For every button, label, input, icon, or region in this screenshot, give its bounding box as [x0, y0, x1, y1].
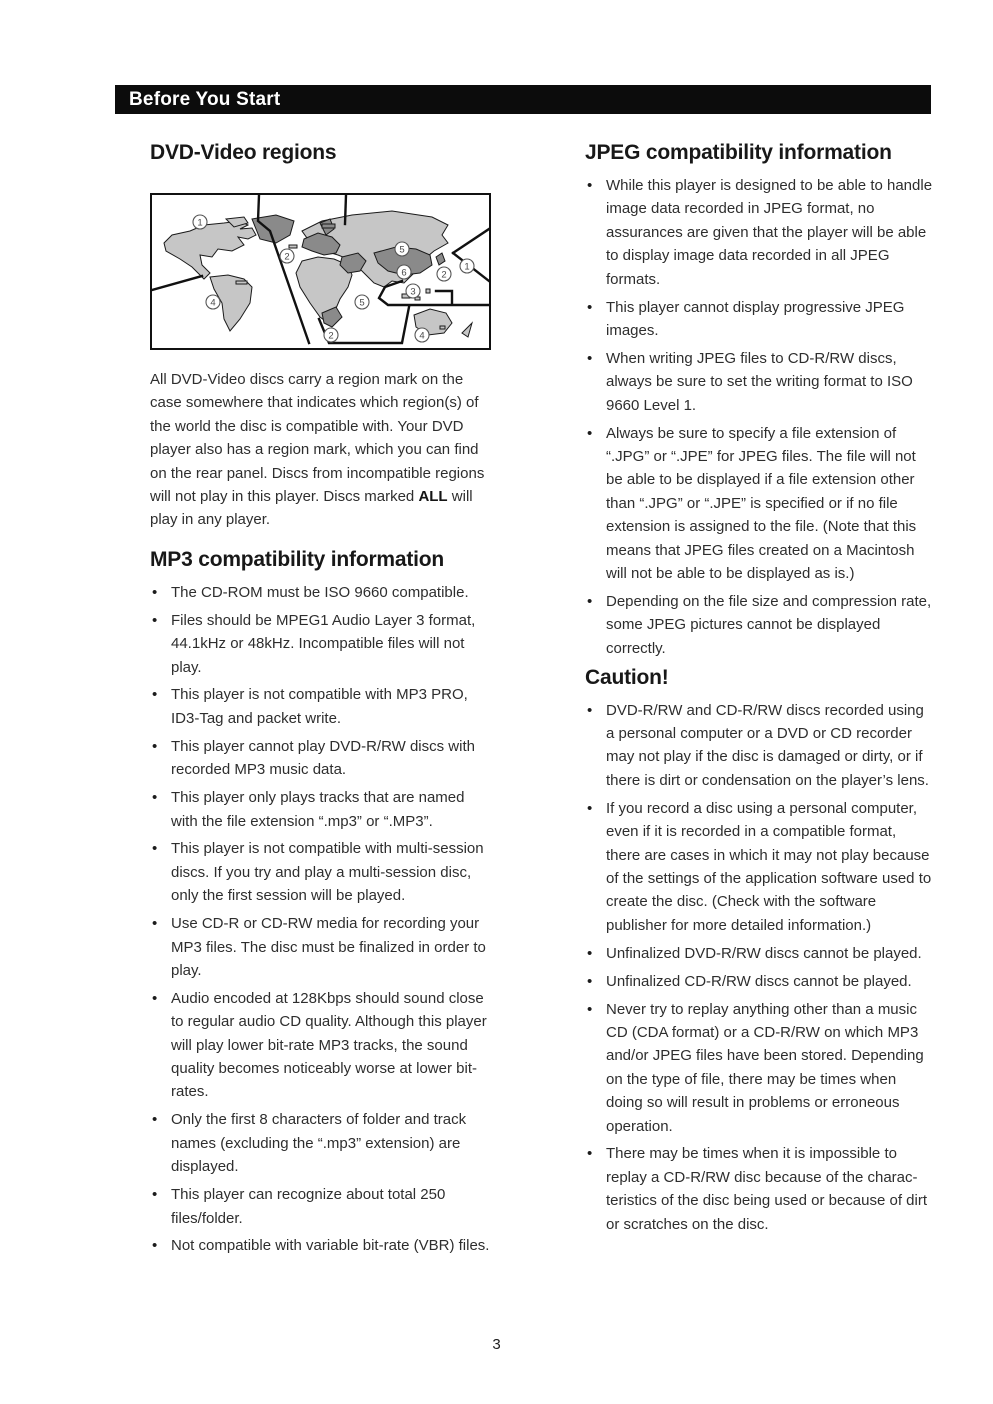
- world-map-illustration: [152, 195, 489, 348]
- region-number-text-4: 4: [210, 297, 216, 309]
- list-item: • This player is not compatible with MP3 PRO, ID3-Tag and packet write.: [150, 683, 491, 730]
- dvd-region-map: [150, 193, 491, 350]
- dvd-regions-title: DVD-Video regions: [150, 141, 337, 164]
- mp3-section-title: MP3 compatibility information: [150, 547, 445, 571]
- list-item: • DVD-R/RW and CD-R/RW discs recorded using a personal computer or a DVD or CD recorder may not play if the disc is damaged or dirty, or if there is dirt or condensation on the player’s lens.: [585, 699, 933, 793]
- list-item: • This player only plays tracks that are named with the file extension “.mp3” or “.MP3”.: [150, 786, 491, 833]
- list-item: • Files should be MPEG1 Audio Layer 3 format, 44.1kHz or 48kHz. Incompatible files will not play.: [150, 609, 491, 679]
- region-number-text-4: 4: [419, 330, 425, 342]
- right-column: [585, 140, 933, 1241]
- map-hawaii: [236, 281, 247, 284]
- region-number-text-2: 2: [284, 251, 290, 263]
- list-item: • This player cannot display progressive JPEG images.: [585, 296, 933, 343]
- list-item: • This player can recognize about total 250 files/folder.: [150, 1183, 491, 1230]
- list-item: • Unfinalized CD-R/RW discs cannot be played.: [585, 970, 933, 993]
- region-number-text-5: 5: [399, 244, 405, 256]
- paragraph-text-1: All DVD-Video discs carry a region mark on the case somewhere that indicates which region(s) of the world the disc is compatible with. Your DVD player also has a region mark, which you can find on the rear panel. Discs from incompatible regions will not play in this player. Discs marked: [150, 371, 485, 506]
- paragraph-text-2: will play in any player.: [150, 488, 473, 529]
- list-item: • This player is not compatible with multi-session discs. If you try and play a multi-session disc, only the first session will be played.: [150, 837, 491, 907]
- region-number-text-3: 3: [410, 286, 416, 298]
- map-boundary-top-center: [345, 195, 346, 224]
- map-boundary-east-1: [453, 229, 489, 253]
- caution-bullet-list: [585, 699, 933, 1236]
- list-item: • When writing JPEG files to CD-R/RW discs, always be sure to set the writing format to ISO 9660 Level 1.: [585, 347, 933, 417]
- region-number-text-1: 1: [197, 217, 203, 229]
- list-item: • While this player is designed to be able to handle image data recorded in JPEG format, no assurances are given that the player will be able to display image data recorded in all JPEG formats.: [585, 174, 933, 291]
- list-item: • If you record a disc using a personal computer, even if it is recorded in a compatible format, there are cases in which it may not play because of the settings of the application software used to create the disc. (Check with the software publisher for more detailed information.): [585, 797, 933, 937]
- map-north-america: [164, 221, 256, 279]
- map-japan: [436, 253, 445, 265]
- map-philippines: [426, 289, 430, 293]
- list-item: • Unfinalized DVD-R/RW discs cannot be played.: [585, 942, 933, 965]
- region-number-text-2: 2: [328, 330, 334, 342]
- list-item: • Audio encoded at 128Kbps should sound close to regular audio CD quality. Although this player will play lower bit-rate MP3 tracks, the sound quality becomes noticeably worse at lower bit-rates.: [150, 987, 491, 1104]
- section-header-title: Before You Start: [129, 88, 281, 110]
- region-number-text-1: 1: [464, 261, 470, 273]
- map-new-zealand: [462, 323, 472, 337]
- page-number: 3: [492, 1336, 501, 1353]
- dvd-regions-paragraph: [150, 368, 491, 532]
- map-island-mark-2: [289, 245, 297, 248]
- jpeg-section-title: JPEG compatibility information: [585, 141, 892, 164]
- map-island-mark-1: [322, 224, 335, 228]
- list-item: • Not compatible with variable bit-rate (VBR) files.: [150, 1234, 491, 1257]
- list-item: • There may be times when it is impossible to replay a CD-R/RW disc because of the charac-teristics of the disc being used or because of dirt or scratches on the disc.: [585, 1142, 933, 1236]
- paragraph-bold-all: ALL: [418, 488, 448, 506]
- list-item: • This player cannot play DVD-R/RW discs with recorded MP3 music data.: [150, 735, 491, 782]
- region-number-text-2: 2: [441, 269, 447, 281]
- list-item: • Depending on the file size and compression rate, some JPEG pictures cannot be displayed correctly.: [585, 590, 933, 660]
- region-number-text-6: 6: [401, 267, 407, 279]
- map-boundary-se-asia: [379, 281, 489, 305]
- list-item: • The CD-ROM must be ISO 9660 compatible.: [150, 581, 491, 604]
- region-number-text-5: 5: [359, 297, 365, 309]
- map-boundary-americas: [152, 276, 202, 290]
- jpeg-bullet-list: [585, 174, 933, 660]
- mp3-bullet-list: [150, 581, 491, 1258]
- list-item: • Always be sure to specify a file extension of “.JPG” or “.JPE” for JPEG files. The file will not be able to be displayed if a file extension other than “.JPG” or “.JPE” is specified or if no file extension is assigned to the file. (Note that this means that JPEG files created on a Macintosh will not be able to be displayed as is.): [585, 422, 933, 586]
- caution-section-title: Caution!: [585, 665, 669, 689]
- map-pacific-island: [440, 326, 445, 329]
- list-item: • Never try to replay anything other than a music CD (CDA format) or a CD-R/RW on which MP3 and/or JPEG files have been stored. Depending on the type of file, there may be times when doing so will result in problems or erroneous operation.: [585, 998, 933, 1138]
- list-item: • Only the first 8 characters of folder and track names (excluding the “.mp3” extension) are displayed.: [150, 1108, 491, 1178]
- section-header-bar: [115, 85, 931, 114]
- left-column: [150, 140, 491, 1262]
- list-item: • Use CD-R or CD-RW media for recording your MP3 files. The disc must be finalized in order to play.: [150, 912, 491, 982]
